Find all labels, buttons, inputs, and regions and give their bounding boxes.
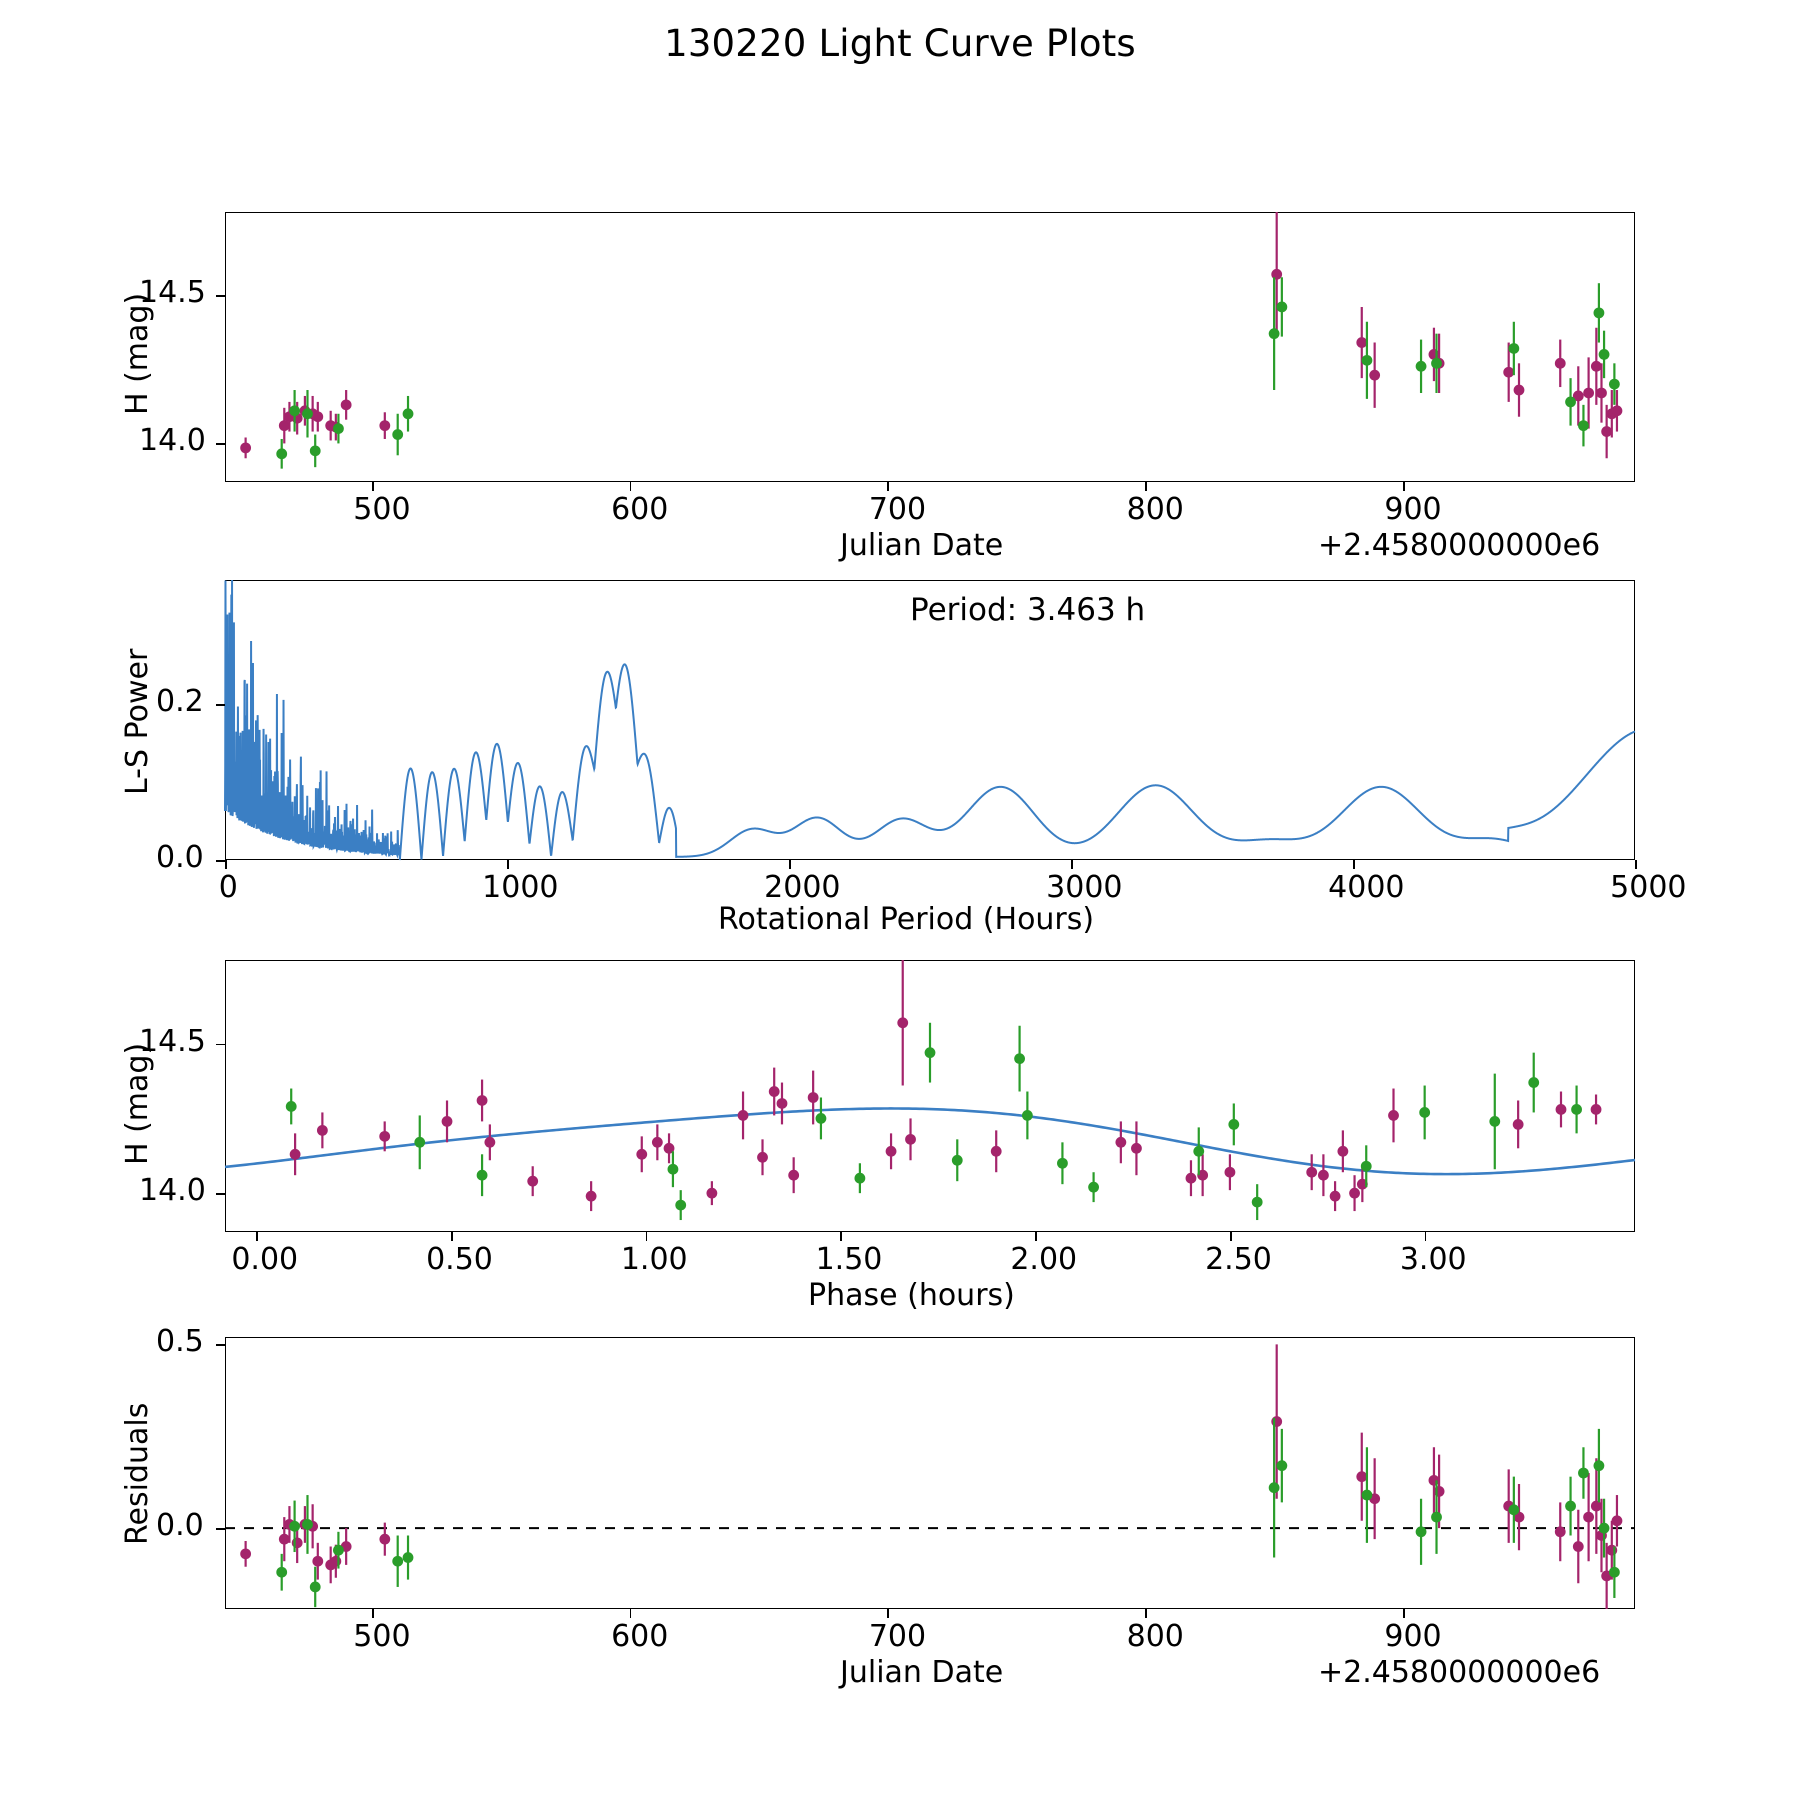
panel4-xlabel: Julian Date (840, 1655, 1004, 1690)
x-tick-label: 0.00 (231, 1242, 299, 1277)
panel1-x-offset: +2.4580000000e6 (1318, 528, 1601, 563)
series-series_b (286, 1023, 1582, 1220)
x-tick-mark (451, 1232, 453, 1241)
x-tick-label: 3000 (1046, 870, 1123, 905)
series-series_b (276, 277, 1619, 468)
x-tick-label: 500 (353, 1619, 411, 1654)
series-series_a (240, 212, 1622, 458)
x-tick-label: 900 (1384, 1619, 1442, 1654)
y-tick-label: 14.5 (139, 275, 206, 311)
x-tick-label: 2.50 (1205, 1242, 1272, 1277)
panel3-ylabel: H (mag) (120, 1042, 155, 1165)
x-tick-mark (887, 1609, 889, 1618)
x-tick-label: 700 (868, 1619, 927, 1654)
x-tick-label: 800 (1126, 492, 1184, 527)
x-tick-mark (630, 482, 632, 491)
x-tick-mark (256, 1232, 258, 1241)
x-tick-label: 500 (353, 492, 411, 527)
x-tick-label: 3.00 (1399, 1242, 1467, 1277)
x-tick-mark (630, 1609, 632, 1618)
y-tick-label: 14.0 (139, 423, 206, 459)
x-tick-label: 5000 (1610, 870, 1687, 905)
x-tick-mark (789, 860, 791, 869)
y-tick-label: 0.5 (156, 1324, 204, 1360)
panel2-xlabel: Rotational Period (Hours) (718, 902, 1095, 937)
series-series_b (276, 1418, 1619, 1607)
panel2-ylabel: L-S Power (120, 648, 155, 795)
y-tick-mark (216, 860, 225, 862)
y-tick-label: 0.0 (156, 1508, 204, 1544)
x-tick-label: 2000 (764, 870, 841, 905)
x-tick-mark (1353, 860, 1355, 869)
x-tick-mark (887, 482, 889, 491)
y-tick-label: 14.0 (139, 1173, 206, 1209)
y-tick-label: 0.2 (156, 684, 204, 720)
x-tick-mark (507, 860, 509, 869)
y-tick-mark (216, 1344, 225, 1346)
x-tick-mark (1035, 1232, 1037, 1241)
x-tick-label: 1.50 (815, 1242, 883, 1277)
x-tick-label: 800 (1126, 1619, 1184, 1654)
panel1-xlabel: Julian Date (840, 528, 1004, 563)
figure-title: 130220 Light Curve Plots (664, 22, 1136, 65)
x-tick-mark (1425, 1232, 1427, 1241)
panel1-ylabel: H (mag) (120, 292, 155, 415)
y-tick-mark (216, 704, 225, 706)
x-tick-mark (1635, 860, 1637, 869)
period-annotation: Period: 3.463 h (910, 592, 1146, 628)
y-tick-mark (216, 1044, 225, 1046)
x-tick-label: 1000 (482, 870, 559, 905)
panel3-xlabel: Phase (hours) (808, 1278, 1015, 1313)
x-tick-mark (225, 860, 227, 869)
x-tick-mark (1071, 860, 1073, 869)
y-tick-mark (216, 1193, 225, 1195)
x-tick-mark (1230, 1232, 1232, 1241)
panel4-ylabel: Residuals (120, 1402, 155, 1545)
x-tick-label: 900 (1384, 492, 1442, 527)
y-tick-label: 0.0 (156, 840, 204, 875)
x-tick-mark (1145, 1609, 1147, 1618)
x-tick-mark (840, 1232, 842, 1241)
x-tick-mark (1403, 1609, 1405, 1618)
y-tick-mark (216, 1528, 225, 1530)
x-tick-label: 600 (611, 492, 669, 527)
x-tick-mark (1145, 482, 1147, 491)
y-tick-label: 14.5 (139, 1023, 206, 1059)
y-tick-mark (216, 443, 225, 445)
y-tick-mark (216, 295, 225, 297)
x-tick-label: 4000 (1328, 870, 1405, 905)
x-tick-label: 600 (611, 1619, 669, 1654)
x-tick-label: 700 (868, 492, 927, 527)
x-tick-label: 0.50 (426, 1242, 493, 1277)
x-tick-mark (1403, 482, 1405, 491)
series-series_a (240, 1344, 1622, 1609)
x-tick-mark (646, 1232, 648, 1241)
x-tick-mark (372, 482, 374, 491)
x-tick-mark (372, 1609, 374, 1618)
panel4-x-offset: +2.4580000000e6 (1318, 1655, 1601, 1690)
x-tick-label: 1.00 (620, 1242, 688, 1277)
x-tick-label: 2.00 (1010, 1242, 1078, 1277)
x-tick-label: 0 (218, 870, 238, 905)
